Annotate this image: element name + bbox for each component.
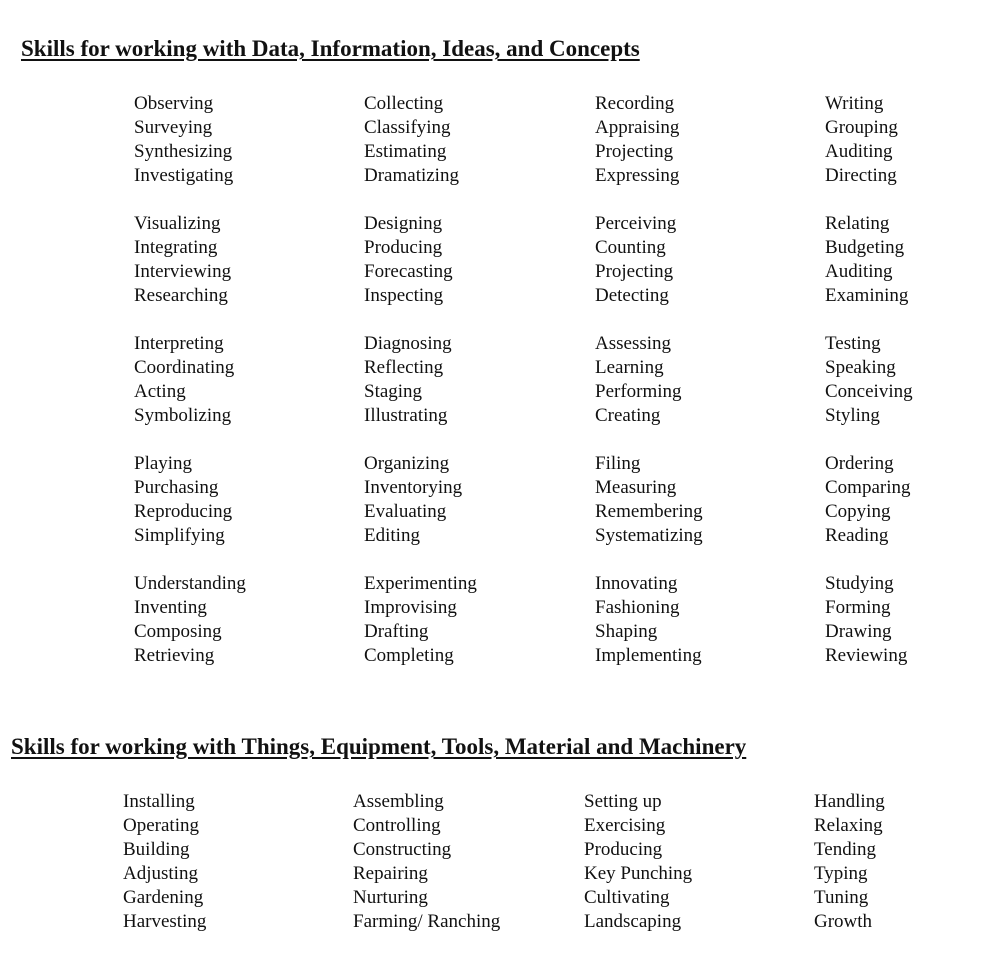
skill-word: Dramatizing — [364, 165, 459, 186]
skills-group — [814, 790, 885, 934]
skill-word: Tending — [814, 839, 876, 860]
skills-column — [595, 92, 703, 692]
skill-word: Appraising — [595, 117, 680, 138]
skill-word: Handling — [814, 791, 885, 812]
skill-word: Systematizing — [595, 525, 703, 546]
skill-word: Visualizing — [134, 213, 221, 234]
skill-word: Simplifying — [134, 525, 225, 546]
skill-word: Cultivating — [584, 887, 670, 908]
skill-word: Experimenting — [364, 573, 477, 594]
skill-word: Perceiving — [595, 213, 677, 234]
skills-group — [825, 332, 913, 428]
skill-word: Farming/ Ranching — [353, 911, 501, 932]
skill-word: Producing — [364, 237, 443, 258]
skill-word: Styling — [825, 405, 880, 426]
skills-group — [825, 452, 913, 548]
skill-word: Controlling — [353, 815, 441, 836]
skill-word: Understanding — [134, 573, 246, 594]
skills-group — [825, 212, 913, 308]
skill-word: Reproducing — [134, 501, 233, 522]
skills-group — [134, 332, 246, 428]
skill-word: Diagnosing — [364, 333, 452, 354]
skills-group — [595, 92, 703, 188]
skill-word: Integrating — [134, 237, 218, 258]
skill-word: Reflecting — [364, 357, 444, 378]
skill-word: Recording — [595, 93, 675, 114]
skill-word: Relating — [825, 213, 890, 234]
skill-word: Forecasting — [364, 261, 453, 282]
skill-word: Harvesting — [123, 911, 207, 932]
skill-word: Designing — [364, 213, 443, 234]
skill-word: Inspecting — [364, 285, 444, 306]
skill-word: Adjusting — [123, 863, 198, 884]
skill-word: Drawing — [825, 621, 892, 642]
skill-word: Investigating — [134, 165, 234, 186]
skill-word: Shaping — [595, 621, 658, 642]
skill-word: Drafting — [364, 621, 429, 642]
skill-word: Inventing — [134, 597, 207, 618]
skills-group — [134, 572, 246, 668]
skill-word: Completing — [364, 645, 454, 666]
skill-word: Studying — [825, 573, 894, 594]
skill-word: Fashioning — [595, 597, 680, 618]
skill-word: Installing — [123, 791, 195, 812]
skill-word: Landscaping — [584, 911, 682, 932]
skill-word: Remembering — [595, 501, 703, 522]
skill-word: Organizing — [364, 453, 450, 474]
skill-word: Auditing — [825, 261, 893, 282]
skill-word: Ordering — [825, 453, 894, 474]
skill-word: Key Punching — [584, 863, 693, 884]
skill-word: Exercising — [584, 815, 666, 836]
skill-word: Conceiving — [825, 381, 913, 402]
skills-group — [595, 212, 703, 308]
skills-group — [595, 572, 703, 668]
skills-group — [825, 572, 913, 668]
skill-word: Acting — [134, 381, 186, 402]
skill-word: Projecting — [595, 261, 674, 282]
skill-word: Operating — [123, 815, 199, 836]
skill-word: Tuning — [814, 887, 869, 908]
skill-word: Reviewing — [825, 645, 908, 666]
skills-column — [825, 92, 913, 692]
skill-word: Building — [123, 839, 190, 860]
skill-word: Grouping — [825, 117, 898, 138]
skill-word: Playing — [134, 453, 193, 474]
skill-word: Illustrating — [364, 405, 448, 426]
skill-word: Symbolizing — [134, 405, 232, 426]
skill-word: Purchasing — [134, 477, 219, 498]
skill-word: Innovating — [595, 573, 678, 594]
skill-word: Estimating — [364, 141, 447, 162]
skills-group — [595, 452, 703, 548]
skills-group — [825, 92, 913, 188]
skills-column — [584, 790, 692, 958]
skill-word: Assembling — [353, 791, 444, 812]
skill-word: Nurturing — [353, 887, 428, 908]
skill-word: Assessing — [595, 333, 672, 354]
skill-word: Setting up — [584, 791, 662, 812]
skill-word: Surveying — [134, 117, 213, 138]
skill-word: Improvising — [364, 597, 457, 618]
skill-word: Implementing — [595, 645, 702, 666]
skill-word: Staging — [364, 381, 423, 402]
skills-column — [814, 790, 885, 958]
skill-word: Speaking — [825, 357, 896, 378]
skill-word: Measuring — [595, 477, 677, 498]
skill-word: Reading — [825, 525, 889, 546]
skills-group — [364, 92, 477, 188]
skills-group — [584, 790, 692, 934]
skill-word: Composing — [134, 621, 222, 642]
skills-group — [364, 572, 477, 668]
skill-word: Budgeting — [825, 237, 905, 258]
skill-word: Retrieving — [134, 645, 215, 666]
skill-word: Directing — [825, 165, 897, 186]
skill-word: Detecting — [595, 285, 669, 306]
skill-word: Gardening — [123, 887, 204, 908]
skill-word: Learning — [595, 357, 664, 378]
skill-word: Synthesizing — [134, 141, 233, 162]
skill-word: Expressing — [595, 165, 680, 186]
skill-word: Evaluating — [364, 501, 447, 522]
skill-word: Typing — [814, 863, 868, 884]
skill-word: Projecting — [595, 141, 674, 162]
skills-group — [134, 452, 246, 548]
skill-word: Researching — [134, 285, 228, 306]
skill-word: Examining — [825, 285, 909, 306]
skill-word: Inventorying — [364, 477, 463, 498]
skill-word: Performing — [595, 381, 682, 402]
skills-column — [353, 790, 500, 958]
skill-word: Growth — [814, 911, 873, 932]
skills-group — [134, 212, 246, 308]
skill-word: Filing — [595, 453, 641, 474]
skills-group — [364, 452, 477, 548]
skills-group — [364, 212, 477, 308]
skill-word: Constructing — [353, 839, 452, 860]
skill-word: Auditing — [825, 141, 893, 162]
skill-word: Forming — [825, 597, 891, 618]
skill-word: Observing — [134, 93, 214, 114]
skill-word: Writing — [825, 93, 884, 114]
section-heading-data-ideas: Skills for working with Data, Information, Ideas, and Concepts — [21, 36, 640, 61]
skill-word: Coordinating — [134, 357, 235, 378]
skills-group — [353, 790, 500, 934]
skill-word: Relaxing — [814, 815, 883, 836]
skills-column — [364, 92, 477, 692]
skills-column — [123, 790, 206, 958]
skills-group — [123, 790, 206, 934]
skill-word: Interviewing — [134, 261, 232, 282]
skill-word: Comparing — [825, 477, 911, 498]
skill-word: Editing — [364, 525, 420, 546]
skill-word: Producing — [584, 839, 663, 860]
section-heading-things-machinery: Skills for working with Things, Equipment, Tools, Material and Machinery — [11, 734, 747, 759]
skill-word: Interpreting — [134, 333, 224, 354]
skill-word: Classifying — [364, 117, 451, 138]
skills-group — [134, 92, 246, 188]
skill-word: Collecting — [364, 93, 444, 114]
skill-word: Copying — [825, 501, 891, 522]
skill-word: Repairing — [353, 863, 428, 884]
skills-column — [134, 92, 246, 692]
skill-word: Creating — [595, 405, 661, 426]
skills-group — [595, 332, 703, 428]
skill-word: Counting — [595, 237, 666, 258]
skill-word: Testing — [825, 333, 881, 354]
skills-group — [364, 332, 477, 428]
